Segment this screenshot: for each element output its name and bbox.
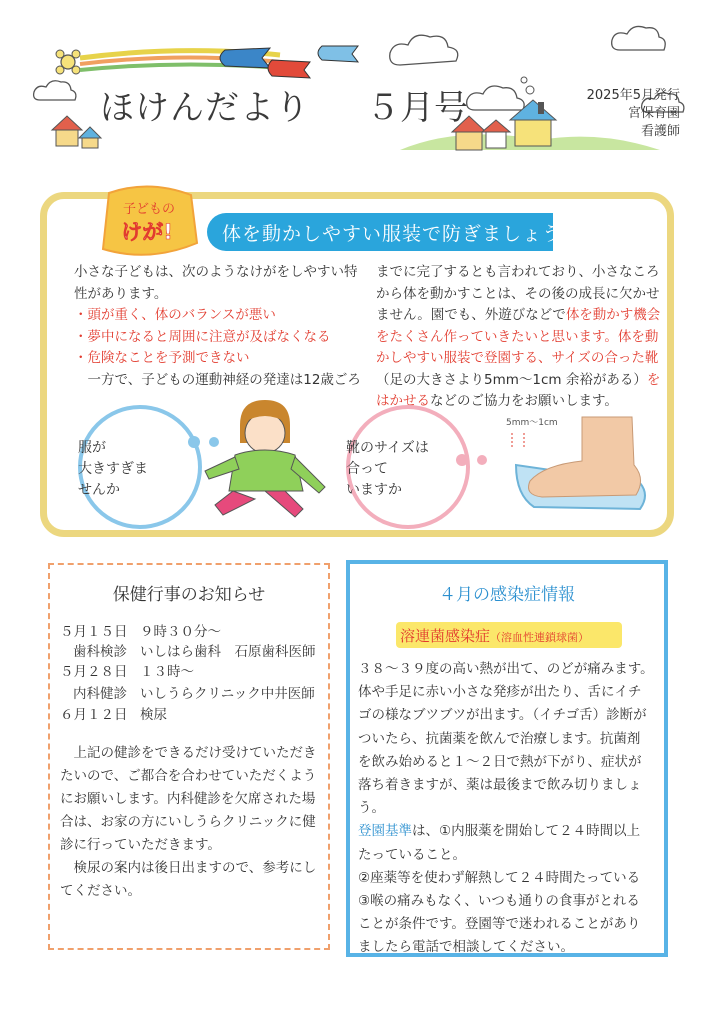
infection-line: 落ち着きますが、薬は最後まで飲み切りましょ bbox=[358, 777, 642, 794]
event-detail: 検尿 bbox=[140, 707, 167, 723]
note-line: 合は、お家の方にいしうらクリニックに健 bbox=[60, 814, 316, 830]
injury-text-line: から体を動かすことは、その後の成長に欠かせ bbox=[376, 285, 660, 302]
note-line: てください。 bbox=[60, 883, 141, 899]
injury-text-line: （足の大きさより5mm～1cm 余裕がある） bbox=[376, 371, 647, 388]
events-note bbox=[60, 742, 322, 903]
badge-line2: けが! bbox=[121, 220, 173, 244]
injury-text-right bbox=[376, 262, 661, 413]
injury-intro-line: 性があります。 bbox=[74, 285, 168, 302]
publisher-author: 看護師 bbox=[640, 124, 680, 139]
infection-line: たっていること。 bbox=[358, 846, 466, 863]
injury-text-line: 一方で、子どもの運動神経の発達は12歳ごろ bbox=[74, 371, 361, 388]
injury-emphasis: をたくさん作っていきたいと思います。体を動 bbox=[376, 328, 659, 345]
infection-line: 体や手足に赤い小さな発疹が出たり、舌にイチ bbox=[358, 684, 642, 701]
foot-size-label: 5mm～1cm bbox=[506, 418, 558, 428]
injury-bullet: ・夢中になると周囲に注意が及ばなくなる bbox=[74, 328, 331, 345]
infection-line: う。 bbox=[358, 800, 385, 817]
injury-text-line: までに完了するとも言われており、小さなころ bbox=[376, 264, 660, 280]
injury-text-line: などのご協力をお願いします。 bbox=[430, 393, 618, 409]
event-label: 内科健診 bbox=[73, 686, 127, 702]
note-line: 上記の健診をできるだけ受けていただき bbox=[60, 745, 317, 761]
event-detail: １３時～ bbox=[140, 664, 194, 680]
shoes-bubble-text bbox=[346, 438, 470, 501]
bubble-line: せんか bbox=[78, 482, 120, 498]
event-detail: いしはら歯科 石原歯科医師 bbox=[140, 644, 316, 660]
infection-body bbox=[358, 658, 664, 960]
event-detail: ９時３０分～ bbox=[140, 624, 221, 640]
bubble-line: いますか bbox=[346, 482, 402, 498]
injury-emphasis: を bbox=[646, 371, 661, 388]
injury-badge bbox=[95, 183, 203, 263]
note-line: たいので、ご都合を合わせていただくよう bbox=[60, 768, 317, 784]
infection-line: ゴの様なブツブツが出ます。（イチゴ舌）診断が bbox=[358, 707, 647, 724]
event-date: ５月２８日 bbox=[60, 664, 128, 680]
publish-date: 2025年5月発行 bbox=[586, 88, 680, 103]
newsletter-title: ほけんだより bbox=[100, 88, 310, 128]
disease-name-text: 溶連菌感染症 bbox=[400, 627, 491, 645]
flower-icon bbox=[56, 50, 80, 74]
child-sitting-illustration bbox=[195, 395, 335, 535]
injury-text-line: ません。園でも、外遊びなどで bbox=[376, 307, 566, 323]
note-line: にお願いします。内科健診を欠席された場 bbox=[60, 791, 316, 807]
injury-emphasis: 体を動かす機会 bbox=[565, 307, 661, 323]
criteria-label: 登園基準 bbox=[358, 823, 412, 840]
infection-line: ３８～３９度の高い熱が出て、のどが痛みます。 bbox=[358, 661, 654, 677]
health-events-title: 保健行事のお知らせ bbox=[112, 585, 266, 605]
infection-line: を飲み始めると１～２日で熱が下がり、症状が bbox=[358, 753, 642, 770]
injury-text-left bbox=[74, 262, 366, 391]
infection-line: ついたら、抗菌薬を飲んで治療します。抗菌剤 bbox=[358, 730, 641, 747]
bubble-line: 服が bbox=[78, 440, 106, 456]
injury-emphasis: かしやすい服装で登園する、サイズの合った靴 bbox=[376, 350, 659, 366]
disease-subname: （溶血性連鎖球菌） bbox=[490, 631, 590, 644]
injury-bullet: ・危険なことを予測できない bbox=[74, 350, 250, 366]
infection-line: ②座薬等を使わず解熱して２４時間たっている bbox=[358, 869, 641, 886]
disease-name bbox=[400, 625, 589, 646]
badge-line1: 子どもの bbox=[122, 202, 176, 217]
clothes-bubble-text bbox=[78, 438, 202, 501]
publisher-org: 宮保育園 bbox=[627, 106, 680, 121]
injury-bullet: ・頭が重く、体のバランスが悪い bbox=[74, 307, 276, 323]
infection-line: ましたら電話で相談してください。 bbox=[358, 939, 574, 956]
event-detail: いしうらクリニック中井医師 bbox=[140, 686, 315, 702]
injury-emphasis: はかせる bbox=[376, 393, 430, 409]
infection-line: ことが条件です。登園等で迷われることがあり bbox=[358, 916, 641, 933]
event-date: ５月１５日 bbox=[60, 624, 128, 640]
event-date: ６月１２日 bbox=[60, 707, 128, 723]
note-line: 検尿の案内は後日出ますので、参考にし bbox=[60, 860, 317, 876]
bubble-line: 合って bbox=[346, 461, 388, 477]
event-label: 歯科検診 bbox=[73, 644, 127, 660]
foot-in-shoe-illustration bbox=[464, 405, 654, 530]
injury-banner-text: 体を動かしやすい服装で防ぎましょう bbox=[222, 223, 563, 245]
infection-line: は、①内服薬を開始して２４時間以上 bbox=[412, 823, 641, 840]
bubble-line: 大きすぎま bbox=[78, 461, 148, 477]
note-line: 診に行っていただきます。 bbox=[60, 837, 221, 853]
infection-title: ４月の感染症情報 bbox=[439, 585, 575, 605]
injury-intro-line: 小さな子どもは、次のようなけがをしやすい特 bbox=[74, 264, 358, 280]
infection-line: ③喉の痛みもなく、いつも通りの食事がとれる bbox=[358, 893, 640, 910]
bubble-line: 靴のサイズは bbox=[346, 440, 429, 456]
carp-streamer-icon bbox=[220, 46, 358, 78]
issue-label: ５月号 bbox=[366, 88, 468, 128]
